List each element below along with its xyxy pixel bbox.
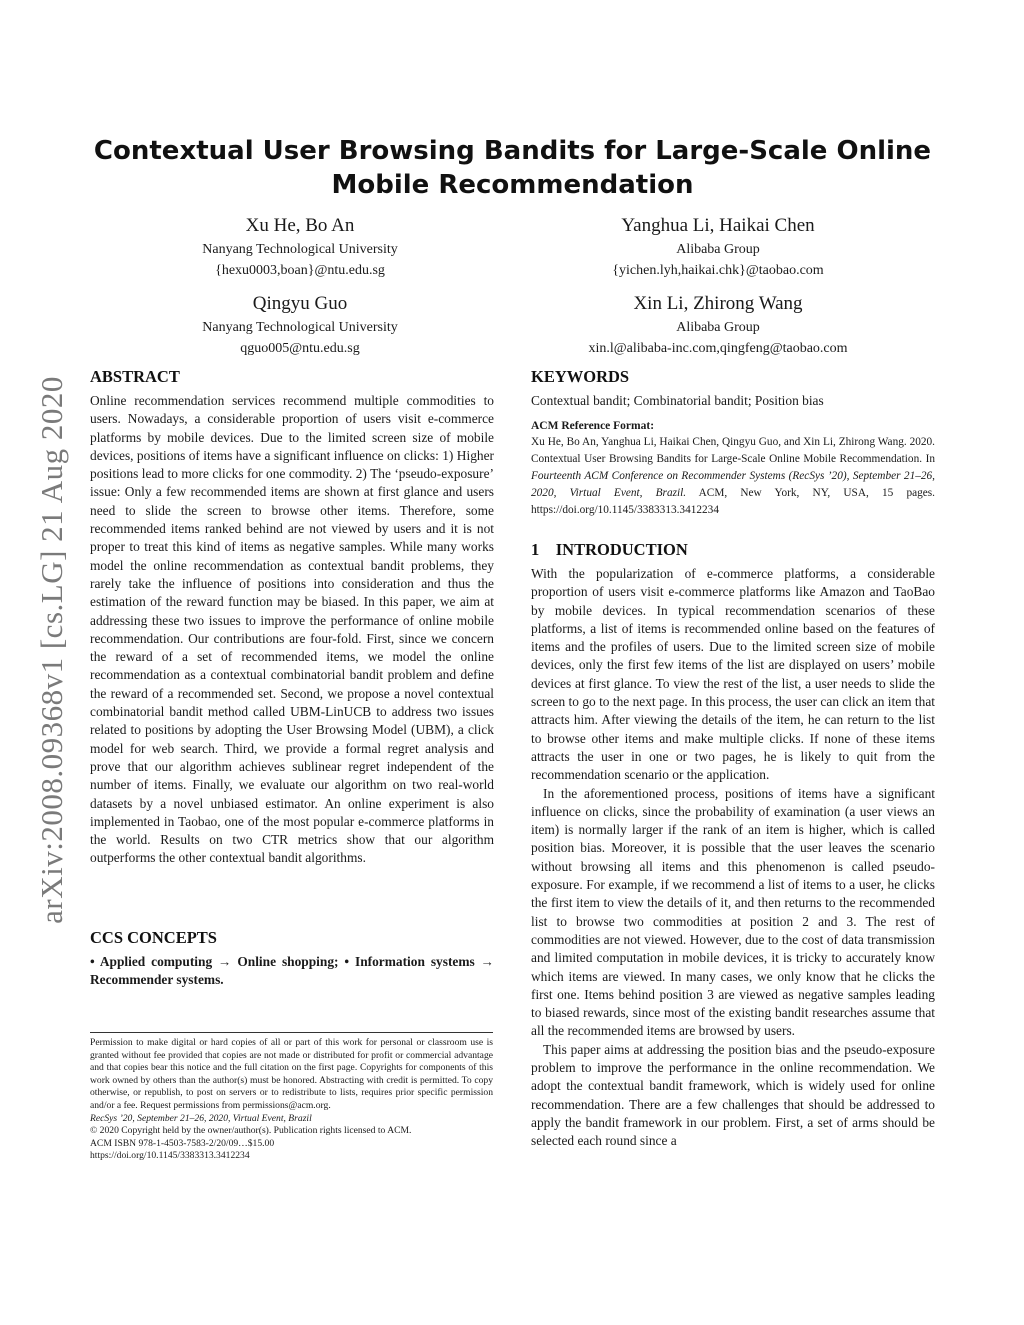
permission-isbn: ACM ISBN 978-1-4503-7583-2/20/09…$15.00	[90, 1137, 275, 1149]
acm-reference-tail: ACM, New York, NY, USA, 15 pages. https://doi.org/10.1145/3383313.3412234	[531, 487, 936, 516]
author-names: Yanghua Li, Haikai Chen	[621, 215, 815, 236]
author-email: xin.l@alibaba-inc.com,qingfeng@taobao.com	[588, 341, 848, 356]
abstract-heading: ABSTRACT	[90, 367, 180, 386]
ccs-concepts: • Applied computing → Online shopping; • Information systems → Recommender systems.	[90, 954, 494, 988]
author-affiliation: Alibaba Group	[676, 242, 760, 257]
author-names: Qingyu Guo	[252, 293, 348, 314]
acm-reference-venue: Fourteenth ACM Conference on Recommender Systems (RecSys ’20), September 21–26, 2020, Virtual Event, Brazil.	[531, 470, 935, 499]
author-affiliation: Nanyang Technological University	[202, 242, 398, 257]
acm-reference	[531, 420, 935, 519]
introduction-heading: 1 INTRODUCTION	[531, 540, 688, 559]
author-names: Xin Li, Zhirong Wang	[633, 293, 803, 314]
arxiv-stamp	[28, 350, 76, 950]
permission-text: Permission to make digital or hard copies of all or part of this work for personal or classroom use is granted without fee provided that copies are not made or distributed for profit or commercial advantage and that copies bear this notice and the full citation on the first page. Copyrights for components of this work owned by others than the author(s) must be honored. Abstracting with credit is permitted. To copy otherwise, or republish, to post on servers or to redistribute to lists, requires prior specific permission and/or a fee. Request permissions from permissions@acm.org.	[90, 1037, 493, 1111]
permission-block	[90, 1032, 493, 1163]
intro-paragraph: In the aforementioned process, positions of items have a significant influence on clicks, since the probability of examination (a user views an item) is normally larger if the rank of an item is higher, which is called position bias. Moreover, it is possible that the user leaves the scenario without browsing all items and this phenomenon is called pseudo-exposure. For example, if we recommend a list of items to a user, he clicks the first item to view the details of it, and then returns to the recommended list to browse two commodities at position 2 and 3. The rest of commodities are not viewed. However, due to the cost of data transmission and limited computation in mobile devices, it is tricky to accurately know which items are viewed. In many cases, we only know that he clicks the first one. Items behind position 3 are viewed as negative samples leading to biased rewards, since most of the existing bandit researches assume that all the recommended items are browsed by users.	[531, 785, 935, 1039]
author-affiliation: Nanyang Technological University	[202, 320, 398, 335]
keywords-heading: KEYWORDS	[531, 367, 630, 386]
intro-paragraph: This paper aims at addressing the position bias and the pseudo-exposure problem to improve the performance in the online recommendation. We adopt the contextual bandit framework, which is widely used for online recommendation. There are a few challenges that should be addressed to apply the bandit framework in our problem. First, a set of arms should be selected each round since a	[531, 1041, 935, 1149]
author-names: Xu He, Bo An	[245, 215, 355, 236]
acm-reference-heading: ACM Reference Format:	[531, 420, 655, 432]
author-block-2	[508, 213, 928, 281]
keywords-section	[531, 367, 935, 410]
ccs-section	[90, 928, 494, 990]
author-email: {hexu0003,boan}@ntu.edu.sg	[215, 263, 385, 278]
author-email: {yichen.lyh,haikai.chk}@taobao.com	[612, 263, 824, 278]
author-block-3	[90, 291, 510, 359]
abstract-section	[90, 367, 494, 868]
arxiv-stamp-text: arXiv:2008.09368v1 [cs.LG] 21 Aug 2020	[34, 376, 70, 924]
intro-paragraph: With the popularization of e-commerce platforms, a considerable proportion of users visit e-commerce platforms like Amazon and TaoBao by mobile devices. In typical recommendation scenarios of these platforms, a list of items is recommended online based on the features of items and the profiles of users. Due to the limited screen size of mobile devices, only the first few items of the list are displayed on users’ mobile devices at first glance. To view the rest of the list, a user needs to slide the screen to go to the next page. In this process, the user can click an item that attracts him. After viewing the details of the item, he can return to the list to browse other items and make multiple clicks. If none of these items attracts the user in one or two pages, he is likely to quit from the recommendation scenario or the application.	[531, 566, 935, 783]
abstract-text: Online recommendation services recommend multiple commodities to users. Nowadays, a considerable proportion of users visit e-commerce platforms by mobile devices. Due to the limited screen size of mobile devices, positions of items have a significant influence on clicks: 1) Higher positions lead to more clicks for one commodity. 2) The ‘pseudo-exposure’ issue: Only a few recommended items are shown at first glance and users need to slide the screen to browse other items. Therefore, some recommended items ranked behind are not viewed by users and it is not proper to treat this kind of items as negative samples. While many works model the online recommendation as contextual bandit problems, they rarely take the influence of positions into consideration and thus the estimation of the reward function may be biased. In this paper, we aim at addressing these two issues to improve the performance of online mobile recommendation. Our contributions are four-fold. First, since we concern the reward of a set of recommended items, we model the online recommendation as a contextual combinatorial bandit problem and define the reward of a recommended set. Second, we propose a novel contextual combinatorial bandit method called UBM-LinUCB to address two issues related to positions by adopting the User Browsing Model (UBM), a click model for web search. Third, we provide a formal regret analysis and prove that our algorithm achieves sublinear regret independent of the number of items. Finally, we evaluate our algorithm on two real-world datasets by a novel unbiased estimator. An online experiment is also implemented in Taobao, one of the most popular e-commerce platforms in the world. Results on two CTR metrics show that our algorithm outperforms the other contextual bandit algorithms.	[90, 393, 494, 866]
ccs-heading: CCS CONCEPTS	[90, 928, 217, 947]
permission-doi: https://doi.org/10.1145/3383313.3412234	[90, 1150, 250, 1162]
permission-copyright: © 2020 Copyright held by the owner/author(s). Publication rights licensed to ACM.	[90, 1125, 412, 1137]
introduction-body	[531, 565, 935, 1151]
keywords-text: Contextual bandit; Combinatorial bandit; Position bias	[531, 393, 824, 408]
author-email: qguo005@ntu.edu.sg	[240, 341, 360, 356]
author-block-4	[508, 291, 928, 359]
permission-venue: RecSys ’20, September 21–26, 2020, Virtual Event, Brazil	[90, 1112, 312, 1124]
acm-reference-authors: Xu He, Bo An, Yanghua Li, Haikai Chen, Qingyu Guo, and Xin Li, Zhirong Wang. 2020. Contextual User Browsing Bandits for Large-Scale Online Mobile Recommendation. In	[531, 436, 935, 465]
author-block-1	[90, 213, 510, 281]
author-affiliation: Alibaba Group	[676, 320, 760, 335]
paper-title: Contextual User Browsing Bandits for Large-Scale Online Mobile Recommendation	[93, 136, 932, 200]
introduction-section	[531, 540, 935, 1151]
acm-reference-text	[531, 434, 935, 519]
